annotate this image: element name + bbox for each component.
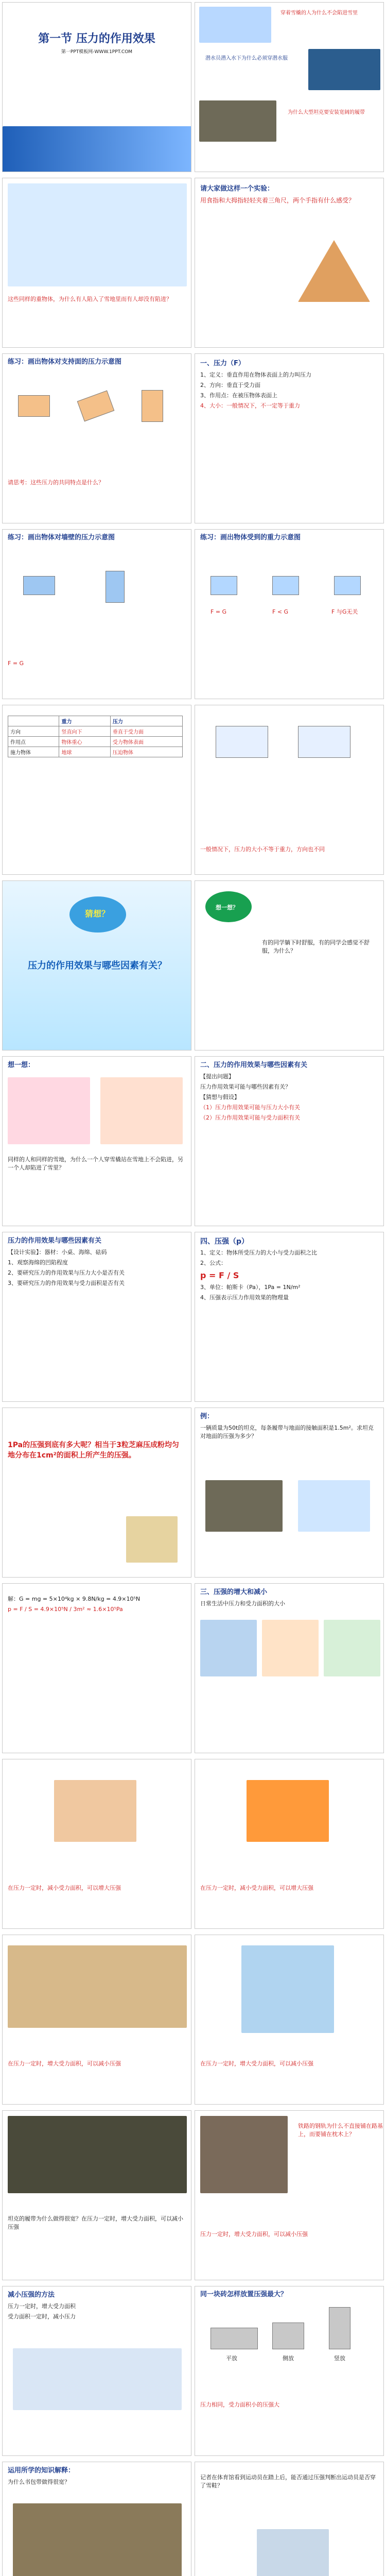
slide-solution[interactable] [2, 1583, 191, 1753]
brick-flat [210, 2328, 258, 2349]
wall-force-title: 练习：画出物体对墙壁的压力示意图 [8, 534, 115, 541]
sesame-image [126, 1516, 178, 1563]
factors-line-5: （2）压力作用效果可能与受力面积有关 [200, 1114, 300, 1121]
block-on-wall [106, 571, 125, 603]
design-line-4: 3、要研究压力的作用效果与受力面积是否有关 [8, 1279, 125, 1286]
factors-line-3: 【猜想与假设】 [200, 1093, 240, 1100]
block-on-ground [23, 576, 55, 595]
pressure-line-2: 2、方向：垂直于受力面 [200, 381, 260, 388]
slide-wall-force[interactable] [2, 529, 191, 699]
factors-heading: 二、压力的作用效果与哪些因素有关 [200, 1061, 308, 1069]
wall-force-caption: F = G [8, 660, 24, 667]
knife-caption: 在压力一定时，减小受力面积，可以增大压强 [8, 1885, 121, 1891]
example-tank-image [205, 1480, 283, 1532]
increase-heading: 三、压强的增大和减小 [200, 1588, 268, 1596]
increase-image-3 [324, 1620, 380, 1676]
scene-caption-3: 为什么大型坦克要安装宽阔的履带 [288, 110, 365, 115]
table-cell: 施力物体 [8, 747, 59, 757]
swoosh-decoration [3, 126, 191, 172]
slide-scissors[interactable] [195, 1759, 384, 1929]
slide-gravity-diagrams[interactable] [195, 529, 384, 699]
table-cell: 压迫物体 [110, 747, 182, 757]
snow-question-text: 这些同样的重物体，为什么有人陷入了雪地里而有人却没有陷进？ [8, 296, 172, 302]
table-cell: 垂直于受力面 [110, 726, 182, 737]
table-head-cell [8, 716, 59, 726]
slide-title[interactable] [2, 2, 191, 172]
pressure-line-4: 4、大小：一般情况下，不一定等于重力 [200, 402, 300, 409]
pressure-heading: 一、压力（F） [200, 360, 245, 367]
example-heading: 例： [200, 1413, 214, 1420]
table-cell: 地球 [59, 747, 110, 757]
table-cell: 竖直向下 [59, 726, 110, 737]
slide-guess[interactable] [2, 880, 191, 1050]
factors-line-4: （1）压力作用效果可能与压力大小有关 [200, 1104, 300, 1111]
brick-cap-side: 侧放 [283, 2355, 294, 2362]
tank-track-caption: 坦克的履带为什么做得很宽？在压力一定时，增大受力面积，可以减小压强 [8, 2215, 183, 2230]
brick-side [272, 2323, 304, 2349]
brick-caption: 压力相同，受力面积小的压强大 [200, 2401, 279, 2408]
slide-increase-decrease[interactable] [195, 1583, 384, 1753]
experiment-heading: 请大家做这样一个实验： [200, 185, 274, 193]
reduce-line-2: 受力面积一定时，减小压力 [8, 2313, 76, 2320]
tank-image [199, 100, 276, 142]
scene-caption-1: 穿着雪橇的人为什么不会陷进雪里 [280, 10, 358, 16]
increase-image-2 [262, 1620, 319, 1676]
rail-image [200, 2116, 288, 2193]
slide-reporter[interactable] [195, 2462, 384, 2576]
solution-line-1: 解：G = mg = 5×10⁴kg × 9.8N/kg = 4.9×10⁵N [8, 1596, 141, 1602]
snow-compare-heading: 想一想： [8, 1061, 35, 1069]
slide-tank-track[interactable] [2, 2110, 191, 2280]
think-label: 想一想？ [216, 904, 238, 911]
pressure-line-1: 1、定义：垂直作用在物体表面上的力叫压力 [200, 371, 311, 378]
slide-camel[interactable] [2, 1935, 191, 2105]
force-note-text: 一般情况下，压力的大小不等于重力，方向也不同 [200, 846, 325, 853]
triangle-ruler-image [298, 240, 370, 302]
scene-caption-2: 潜水员潜入水下为什么必须穿潜水服 [205, 56, 288, 61]
gravity-cap-2: F < G [272, 608, 289, 615]
camel-image [8, 1945, 187, 2028]
slide-force-note[interactable] [195, 705, 384, 875]
slide-pressure-formula[interactable] [195, 1232, 384, 1402]
slide-pressure-diagrams[interactable] [2, 353, 191, 523]
tank-track-image [8, 2116, 187, 2193]
camel-caption: 在压力一定时，增大受力面积，可以减小压强 [8, 2060, 121, 2067]
table-cell: 方向 [8, 726, 59, 737]
gravity-cap-3: F 与G无关 [331, 608, 358, 615]
slide-scenes[interactable] [195, 2, 384, 172]
gravity-title: 练习：画出物体受到的重力示意图 [200, 534, 301, 541]
slide-reduce-methods[interactable] [2, 2286, 191, 2456]
snow-compare-text: 同样的人和同样的雪地，为什么一个人穿雪橇站在雪地上不会陷进，另一个人却陷进了雪里？ [8, 1156, 183, 1171]
table-head-cell: 压力 [110, 716, 182, 726]
scissors-image [247, 1780, 329, 1842]
experiment-text: 用食指和大拇指轻轻夹着三角尺，两个手指有什么感受？ [200, 196, 355, 204]
rail-question: 铁路的钢轨为什么不直接铺在路基上，而要铺在枕木上？ [298, 2123, 383, 2138]
snow-compare-image-2 [100, 1077, 183, 1144]
note-block-2 [298, 726, 350, 758]
slide-triangle-experiment[interactable] [195, 178, 384, 348]
formula-line-3: 3、单位：帕斯卡（Pa），1Pa = 1N/m² [200, 1284, 301, 1291]
formula-expression: p = F / S [200, 1270, 239, 1281]
example-text: 一辆质量为50t的坦克，每条履带与地面的接触面积是1.5m²。求坦克对地面的压强为多少？ [200, 1424, 374, 1439]
brick-cap-upright: 竖放 [334, 2355, 345, 2362]
table-head-cell: 重力 [59, 716, 110, 726]
apply-image [13, 2503, 182, 2576]
slide-title-text: 第一节 压力的作用效果 [38, 32, 155, 45]
reporter-text: 记者在体育馆看到运动员在踏上后，能否通过压强判断出运动员是否穿了雪鞋？ [200, 2474, 376, 2489]
bird-caption: 在压力一定时，增大受力面积，可以减小压强 [200, 2060, 313, 2067]
one-pascal-text: 1Pa的压强到底有多大呢？相当于3粒芝麻压成粉均匀地分布在1cm²的面积上所产生的压强。 [8, 1441, 179, 1460]
solution-line-2: p = F / S = 4.9×10⁵N / 3m² ≈ 1.6×10⁵Pa [8, 1605, 123, 1613]
diver-image [308, 49, 380, 90]
reduce-line-1: 压力一定时，增大受力面积 [8, 2302, 76, 2310]
block-diagram-3 [142, 390, 163, 422]
scissors-caption: 在压力一定时，减小受力面积，可以增大压强 [200, 1885, 313, 1891]
factors-line-1: 【提出问题】 [200, 1073, 234, 1080]
tool-image [54, 1780, 136, 1842]
snow-compare-image-1 [8, 1077, 90, 1144]
reduce-image [13, 2348, 182, 2410]
pressure-line-3: 3、作用点：在被压物体表面上 [200, 392, 277, 399]
table-cell: 受力物体表面 [110, 737, 182, 747]
block-diagram-1 [18, 395, 50, 417]
pressure-diagrams-title: 练习：画出物体对支持面的压力示意图 [8, 358, 122, 366]
slide-rail[interactable] [195, 2110, 384, 2280]
brick-cap-flat: 平放 [226, 2355, 237, 2362]
formula-heading: 四、压强（p） [200, 1238, 249, 1246]
snow-people-image [8, 183, 187, 286]
design-line-1: 【设计实验】：器材：小桌、海绵、砝码 [8, 1248, 107, 1256]
slide-one-pascal[interactable] [2, 1408, 191, 1578]
factors-line-2: 压力作用效果可能与哪些因素有关？ [200, 1083, 291, 1090]
slide-factors[interactable] [195, 1056, 384, 1226]
bird-image [241, 1945, 334, 2033]
slide-brick[interactable] [195, 2286, 384, 2456]
formula-line-2: 2、公式： [200, 1260, 226, 1267]
example-person-image [298, 1480, 370, 1532]
formula-line-4: 4、压强表示压力作用效果的物理量 [200, 1294, 289, 1301]
force-comparison-table [8, 716, 183, 757]
apply-text: 为什么书包带做得很宽？ [8, 2478, 70, 2485]
snowboard-image [199, 7, 271, 43]
slide-pressure-definition[interactable] [195, 353, 384, 523]
gravity-block-2 [272, 576, 299, 595]
slide-think[interactable] [195, 880, 384, 1050]
site-label: 第一PPT模板网-WWW.1PPT.COM [61, 49, 133, 55]
guess-main: 压力的作用效果与哪些因素有关？ [28, 960, 167, 971]
reduce-heading: 减小压强的方法 [8, 2291, 55, 2299]
guess-label: 猜想？ [85, 909, 110, 919]
gravity-block-1 [210, 576, 237, 595]
slide-bird[interactable] [195, 1935, 384, 2105]
rail-caption: 压力一定时，增大受力面积，可以减小压强 [200, 2231, 308, 2238]
table-cell: 作用点 [8, 737, 59, 747]
design-line-3: 2、要研究压力的作用效果与压力大小是否有关 [8, 1269, 125, 1276]
reporter-image [257, 2529, 329, 2576]
formula-line-1: 1、定义：物体所受压力的大小与受力面积之比 [200, 1249, 317, 1257]
design-heading: 压力的作用效果与哪些因素有关 [8, 1237, 102, 1245]
gravity-cap-1: F = G [210, 608, 227, 615]
pressure-question: 请思考：这些压力的共同特点是什么？ [8, 479, 104, 486]
note-block [216, 726, 268, 758]
increase-text: 日常生活中压力和受力面积的大小 [200, 1600, 285, 1607]
slide-apply[interactable] [2, 2462, 191, 2576]
slide-experiment-design[interactable] [2, 1232, 191, 1402]
brick-title: 同一块砖怎样放置压强最大？ [200, 2291, 288, 2298]
design-line-2: 1、观察海绵的凹陷程度 [8, 1259, 68, 1266]
slide-comparison-table[interactable] [2, 705, 191, 875]
slide-snow-compare[interactable] [2, 1056, 191, 1226]
gravity-block-3 [334, 576, 361, 595]
slide-snow-question[interactable] [2, 178, 191, 348]
block-diagram-2 [77, 391, 115, 422]
brick-upright [329, 2307, 350, 2349]
increase-image-1 [200, 1620, 257, 1676]
table-cell: 物体重心 [59, 737, 110, 747]
apply-heading: 运用所学的知识解释： [8, 2467, 75, 2475]
think-text: 有的同学躺下时舒服，有的同学会感觉不舒服，为什么？ [262, 939, 370, 954]
slide-knife[interactable] [2, 1759, 191, 1929]
slide-example[interactable] [195, 1408, 384, 1578]
